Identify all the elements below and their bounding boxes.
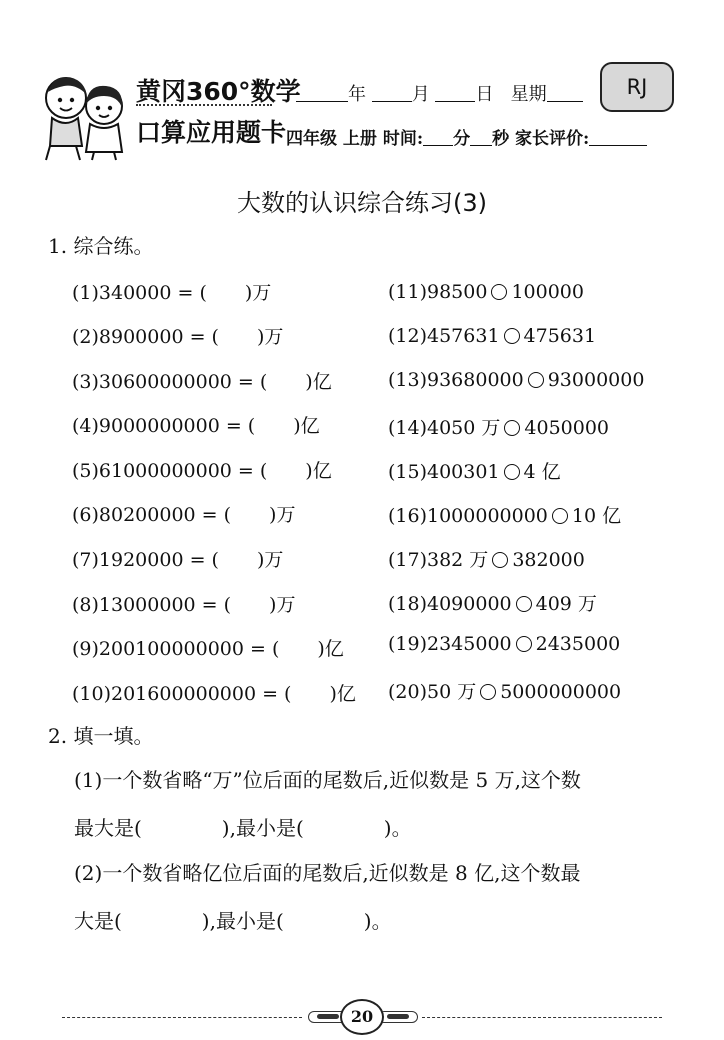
compare-item-13 [388,369,644,391]
compare-item-20 [388,677,621,704]
month-label: 月 [411,84,430,105]
day-blank [435,84,475,102]
compare-left: (15)400301 [388,461,500,483]
compare-item-11 [388,281,584,303]
brand-title: 黄冈360°数学 [136,77,301,106]
compare-left: (18)4090000 [388,593,512,615]
compare-right: 93000000 [547,369,645,391]
week-blank [547,84,583,102]
fill-line-4: 大是( ),最小是( )。 [74,909,392,933]
section2-heading: 2. 填一填。 [48,724,154,748]
left-item-7: (7)1920000 = ( )万 [72,549,284,571]
compare-right: 100000 [511,281,584,303]
compare-left: (16)1000000000 [388,505,548,527]
month-blank [372,84,412,102]
year-blank [296,84,348,102]
compare-right: 409 万 [535,593,597,615]
second-blank [470,128,492,146]
fill-line-2: 最大是( ),最小是( )。 [74,816,412,840]
compare-item-16 [388,501,621,528]
second-label: 秒 [492,129,510,149]
compare-left: (14)4050 万 [388,417,501,439]
minute-label: 分 [453,129,471,149]
page-number: 20 [340,999,384,1035]
left-item-10: (10)201600000000 = ( )亿 [72,683,356,705]
compare-left: (20)50 万 [388,681,477,703]
time-label: 时间: [382,129,424,149]
compare-left: (13)93680000 [388,369,524,391]
compare-right: 2435000 [535,633,621,655]
fill-line-1: (1)一个数省略“万”位后面的尾数后,近似数是 5 万,这个数 [74,768,581,792]
date-line [296,80,583,106]
week-label: 星期 [510,84,547,105]
compare-left: (17)382 万 [388,549,489,571]
compare-left: (19)2345000 [388,633,512,655]
compare-right: 382000 [512,549,585,571]
compare-item-17 [388,545,585,572]
compare-right: 4 亿 [523,461,561,483]
brand-subtitle: 口算应用题卡 [136,118,287,147]
left-item-8: (8)13000000 = ( )万 [72,594,296,616]
compare-item-14 [388,413,609,440]
page-footer [62,996,662,1040]
compare-circle[interactable] [504,420,520,436]
left-item-2: (2)8900000 = ( )万 [72,326,284,348]
fill-line-3: (2)一个数省略亿位后面的尾数后,近似数是 8 亿,这个数最 [74,861,581,885]
compare-right: 10 亿 [571,505,622,527]
compare-left: (11)98500 [388,281,488,303]
footer-divider-left [62,1017,302,1018]
compare-item-18 [388,589,597,616]
left-item-1: (1)340000 = ( )万 [72,282,272,304]
compare-right: 5000000000 [500,681,622,703]
compare-circle[interactable] [504,464,520,480]
page-title: 大数的认识综合练习(3) [237,189,487,217]
edition-badge: RJ [600,62,674,112]
footer-ornament-right [378,1011,418,1023]
compare-circle[interactable] [528,372,544,388]
minute-blank [423,128,453,146]
parent-eval-label: 家长评价: [515,129,590,149]
left-item-4: (4)9000000000 = ( )亿 [72,415,320,437]
left-item-3: (3)30600000000 = ( )亿 [72,371,332,393]
compare-circle[interactable] [516,596,532,612]
page-header [0,0,724,165]
compare-circle[interactable] [492,552,508,568]
compare-right: 4050000 [524,417,610,439]
compare-item-12 [388,325,596,347]
section1-heading: 1. 综合练。 [48,234,154,258]
compare-item-15 [388,457,561,484]
brand-divider [136,104,272,106]
grade-label: 四年级 上册 [286,129,377,149]
year-label: 年 [348,84,366,105]
compare-circle[interactable] [491,284,507,300]
parent-eval-blank [589,128,647,146]
left-item-6: (6)80200000 = ( )万 [72,504,296,526]
compare-right: 475631 [523,325,597,347]
compare-left: (12)457631 [388,325,500,347]
left-item-5: (5)61000000000 = ( )亿 [72,460,332,482]
compare-circle[interactable] [552,508,568,524]
cartoon-kids-icon [36,70,134,162]
footer-divider-right [422,1017,662,1018]
compare-circle[interactable] [480,684,496,700]
compare-item-19 [388,633,620,655]
compare-circle[interactable] [504,328,520,344]
meta-line [286,124,647,149]
compare-circle[interactable] [516,636,532,652]
day-label: 日 [475,84,494,105]
left-item-9: (9)200100000000 = ( )亿 [72,638,344,660]
